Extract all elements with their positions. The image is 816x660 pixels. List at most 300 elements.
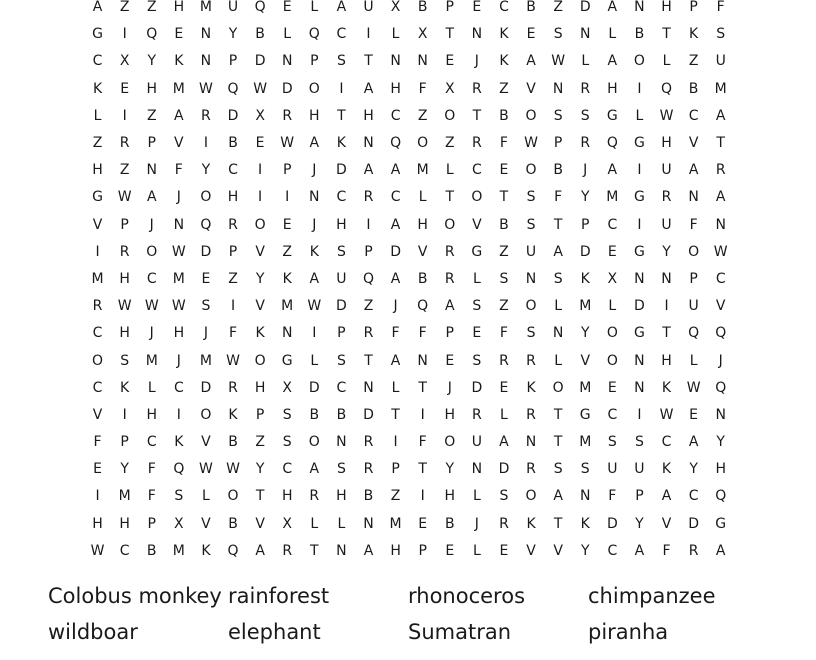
- grid-letter: F: [499, 325, 508, 342]
- grid-letter: R: [526, 461, 536, 478]
- grid-letter: N: [173, 216, 185, 233]
- grid-letter: C: [282, 461, 293, 478]
- grid-letter: N: [634, 379, 645, 396]
- grid-letter: A: [715, 189, 726, 206]
- grid-letter: Z: [553, 0, 563, 16]
- grid-letter: J: [583, 162, 588, 179]
- grid-letter: D: [200, 243, 212, 260]
- grid-letter: K: [336, 135, 346, 152]
- grid-letter: H: [92, 162, 103, 179]
- grid-letter: X: [174, 515, 184, 532]
- grid-letter: O: [525, 488, 537, 505]
- grid-letter: O: [471, 189, 483, 206]
- grid-letter: Q: [200, 216, 212, 233]
- grid-letter: S: [553, 461, 563, 478]
- grid-letter: S: [553, 270, 563, 287]
- grid-letter: A: [444, 298, 455, 315]
- word-list-item: elephant: [228, 620, 321, 644]
- grid-letter: L: [472, 270, 481, 287]
- grid-letter: J: [176, 352, 181, 369]
- grid-letter: B: [255, 26, 265, 43]
- grid-letter: X: [390, 0, 401, 16]
- grid-letter: A: [363, 542, 374, 559]
- grid-letter: V: [526, 542, 536, 559]
- grid-letter: P: [120, 434, 129, 451]
- grid-letter: K: [580, 270, 590, 287]
- grid-letter: D: [688, 515, 699, 532]
- grid-letter: Y: [255, 270, 265, 287]
- grid-letter: X: [444, 80, 455, 97]
- grid-letter: Q: [390, 135, 402, 152]
- grid-letter: Z: [228, 270, 238, 287]
- grid-letter: P: [445, 0, 454, 16]
- grid-letter: K: [228, 406, 238, 423]
- grid-letter: V: [92, 216, 103, 233]
- grid-letter: G: [633, 189, 645, 206]
- grid-letter: O: [525, 162, 537, 179]
- grid-letter: O: [200, 189, 212, 206]
- grid-letter: Y: [716, 434, 725, 451]
- grid-letter: T: [445, 189, 455, 206]
- grid-letter: E: [282, 216, 292, 233]
- grid-letter: L: [608, 26, 617, 43]
- grid-letter: X: [417, 26, 428, 43]
- grid-row: [84, 402, 734, 429]
- grid-letter: I: [230, 298, 236, 315]
- grid-row: [84, 456, 734, 483]
- grid-letter: U: [336, 270, 347, 287]
- grid-letter: I: [637, 406, 642, 423]
- grid-letter: H: [715, 461, 726, 478]
- grid-letter: G: [281, 352, 293, 369]
- grid-letter: N: [552, 80, 564, 97]
- grid-letter: U: [688, 298, 699, 315]
- grid-letter: F: [147, 488, 156, 505]
- grid-letter: T: [337, 107, 346, 124]
- grid-letter: N: [336, 542, 347, 559]
- grid-letter: L: [472, 542, 481, 559]
- grid-letter: R: [201, 107, 211, 124]
- grid-letter: T: [472, 107, 482, 124]
- grid-letter: C: [92, 379, 103, 396]
- grid-letter: W: [659, 406, 674, 423]
- grid-letter: Z: [146, 107, 157, 124]
- grid-letter: B: [228, 434, 238, 451]
- grid-letter: O: [444, 107, 456, 124]
- grid-letter: H: [146, 80, 157, 97]
- grid-letter: R: [661, 189, 672, 206]
- grid-letter: S: [336, 352, 346, 369]
- grid-letter: X: [119, 53, 130, 70]
- word-list-item: wildboar: [48, 620, 138, 644]
- grid-letter: R: [119, 243, 130, 260]
- word-list-item: piranha: [588, 620, 669, 644]
- grid-letter: G: [633, 135, 645, 152]
- grid-letter: K: [201, 542, 211, 559]
- grid-letter: E: [445, 352, 455, 369]
- grid-letter: V: [201, 515, 211, 532]
- grid-letter: R: [363, 189, 374, 206]
- grid-letter: S: [472, 298, 482, 315]
- grid-letter: R: [363, 434, 374, 451]
- grid-letter: V: [255, 298, 265, 315]
- grid-letter: A: [688, 162, 699, 179]
- grid-letter: I: [122, 107, 127, 124]
- grid-row: [84, 239, 734, 266]
- grid-letter: T: [499, 189, 509, 206]
- grid-letter: P: [689, 270, 698, 287]
- grid-letter: V: [255, 243, 265, 260]
- grid-letter: I: [122, 406, 127, 423]
- grid-letter: Z: [417, 107, 428, 124]
- grid-letter: R: [526, 406, 536, 423]
- grid-letter: W: [713, 243, 728, 260]
- grid-letter: B: [553, 162, 563, 179]
- grid-letter: A: [607, 162, 618, 179]
- grid-letter: C: [607, 406, 618, 423]
- grid-letter: R: [499, 515, 509, 532]
- grid-letter: Y: [147, 53, 157, 70]
- grid-letter: C: [390, 189, 401, 206]
- grid-letter: R: [363, 461, 374, 478]
- grid-letter: O: [417, 135, 429, 152]
- word-list-item: Colobus monkey: [48, 584, 222, 608]
- grid-letter: G: [633, 243, 645, 260]
- grid-letter: I: [420, 406, 425, 423]
- grid-letter: P: [310, 53, 319, 70]
- grid-letter: B: [499, 216, 509, 233]
- grid-letter: G: [606, 107, 618, 124]
- grid-letter: H: [173, 0, 185, 16]
- grid-letter: H: [363, 107, 374, 124]
- grid-letter: M: [172, 542, 185, 559]
- grid-letter: X: [282, 515, 292, 532]
- grid-letter: I: [258, 162, 263, 179]
- grid-letter: E: [120, 80, 130, 97]
- grid-letter: H: [607, 80, 618, 97]
- grid-letter: D: [281, 80, 293, 97]
- grid-letter: W: [253, 80, 268, 97]
- grid-letter: D: [200, 379, 212, 396]
- grid-letter: D: [308, 379, 320, 396]
- grid-letter: K: [499, 53, 509, 70]
- grid-letter: C: [607, 542, 618, 559]
- grid-letter: D: [336, 298, 347, 315]
- grid-letter: U: [634, 461, 645, 478]
- grid-letter: B: [309, 406, 320, 423]
- grid-letter: H: [661, 135, 672, 152]
- grid-letter: S: [526, 216, 536, 233]
- grid-letter: B: [526, 0, 536, 16]
- grid-letter: A: [92, 0, 103, 16]
- grid-row: [84, 293, 734, 320]
- grid-letter: L: [147, 379, 156, 396]
- grid-letter: F: [174, 162, 183, 179]
- grid-letter: A: [634, 542, 645, 559]
- grid-letter: K: [120, 379, 130, 396]
- grid-letter: J: [393, 298, 398, 315]
- grid-letter: T: [255, 488, 265, 505]
- grid-letter: J: [149, 325, 154, 342]
- grid-letter: M: [199, 352, 212, 369]
- grid-letter: Q: [308, 26, 320, 43]
- grid-letter: P: [635, 488, 644, 505]
- grid-letter: Z: [444, 135, 455, 152]
- grid-letter: M: [714, 80, 727, 97]
- grid-letter: I: [637, 162, 642, 179]
- grid-letter: Z: [390, 488, 401, 505]
- grid-letter: N: [363, 135, 374, 152]
- grid-letter: P: [581, 216, 590, 233]
- grid-letter: I: [637, 80, 642, 97]
- grid-letter: E: [93, 461, 102, 478]
- grid-letter: A: [363, 162, 374, 179]
- grid-letter: D: [227, 107, 239, 124]
- grid-letter: E: [174, 26, 184, 43]
- grid-letter: Y: [201, 162, 211, 179]
- grid-letter: R: [471, 406, 482, 423]
- grid-letter: W: [117, 298, 132, 315]
- grid-letter: C: [336, 26, 347, 43]
- grid-letter: H: [254, 379, 266, 396]
- grid-letter: S: [120, 352, 130, 369]
- grid-row: [84, 429, 734, 456]
- grid-letter: N: [471, 26, 483, 43]
- grid-letter: L: [337, 515, 346, 532]
- grid-letter: H: [417, 216, 428, 233]
- grid-letter: D: [363, 406, 374, 423]
- grid-letter: A: [146, 189, 157, 206]
- grid-letter: N: [634, 270, 645, 287]
- grid-letter: O: [552, 379, 564, 396]
- grid-letter: Z: [499, 298, 509, 315]
- grid-letter: E: [607, 243, 617, 260]
- grid-letter: H: [390, 80, 401, 97]
- grid-letter: T: [716, 135, 725, 152]
- grid-letter: O: [200, 406, 212, 423]
- grid-letter: T: [553, 434, 563, 451]
- grid-letter: S: [336, 53, 346, 70]
- grid-letter: Q: [715, 325, 727, 342]
- grid-letter: E: [499, 379, 509, 396]
- grid-letter: L: [391, 26, 400, 43]
- grid-letter: C: [607, 216, 618, 233]
- grid-letter: I: [95, 488, 100, 505]
- grid-letter: P: [255, 406, 265, 423]
- grid-letter: A: [607, 53, 618, 70]
- grid-letter: U: [471, 434, 482, 451]
- grid-letter: W: [524, 135, 538, 152]
- grid-letter: C: [146, 434, 157, 451]
- grid-letter: O: [525, 107, 537, 124]
- grid-letter: R: [444, 270, 455, 287]
- grid-letter: Y: [662, 243, 671, 260]
- grid-letter: N: [281, 325, 293, 342]
- word-list-item: rhonoceros: [408, 584, 526, 608]
- grid-letter: Y: [228, 26, 238, 43]
- grid-letter: C: [336, 189, 347, 206]
- grid-letter: E: [499, 162, 509, 179]
- grid-letter: A: [255, 542, 265, 559]
- grid-letter: F: [228, 325, 238, 342]
- grid-letter: H: [661, 352, 672, 369]
- grid-letter: L: [608, 298, 617, 315]
- grid-letter: H: [173, 325, 185, 342]
- grid-letter: I: [312, 325, 317, 342]
- grid-letter: Q: [606, 135, 618, 152]
- grid-letter: A: [309, 135, 320, 152]
- grid-letter: U: [363, 0, 374, 16]
- grid-row: [84, 76, 734, 103]
- grid-row: [84, 266, 734, 293]
- grid-letter: D: [606, 515, 618, 532]
- grid-letter: C: [688, 488, 699, 505]
- grid-letter: P: [364, 243, 373, 260]
- grid-letter: C: [715, 270, 726, 287]
- grid-letter: N: [309, 189, 320, 206]
- grid-letter: H: [390, 542, 401, 559]
- grid-letter: Y: [445, 461, 455, 478]
- grid-letter: W: [226, 352, 240, 369]
- grid-letter: L: [391, 379, 400, 396]
- grid-letter: W: [659, 107, 674, 124]
- grid-letter: I: [95, 243, 100, 260]
- grid-letter: N: [552, 325, 564, 342]
- grid-letter: V: [688, 135, 699, 152]
- grid-letter: U: [607, 461, 618, 478]
- grid-row: [84, 184, 734, 211]
- grid-letter: T: [418, 461, 427, 478]
- grid-letter: R: [282, 542, 293, 559]
- grid-letter: K: [526, 379, 536, 396]
- grid-letter: R: [309, 488, 320, 505]
- grid-letter: C: [92, 325, 103, 342]
- grid-letter: M: [172, 270, 185, 287]
- grid-letter: L: [635, 107, 644, 124]
- grid-letter: Q: [227, 542, 239, 559]
- grid-letter: J: [447, 379, 452, 396]
- grid-letter: S: [174, 488, 184, 505]
- grid-letter: L: [662, 53, 671, 70]
- grid-letter: R: [444, 243, 455, 260]
- grid-letter: Z: [119, 0, 130, 16]
- grid-letter: D: [336, 162, 347, 179]
- grid-letter: C: [173, 379, 184, 396]
- grid-letter: E: [201, 270, 211, 287]
- grid-letter: N: [634, 352, 645, 369]
- grid-letter: J: [474, 515, 479, 532]
- grid-letter: P: [418, 542, 427, 559]
- grid-letter: D: [579, 0, 591, 16]
- grid-letter: J: [312, 216, 317, 233]
- grid-letter: C: [146, 270, 157, 287]
- grid-letter: A: [553, 243, 563, 260]
- grid-letter: E: [689, 406, 699, 423]
- grid-letter: M: [579, 298, 592, 315]
- grid-letter: M: [91, 270, 104, 287]
- grid-letter: A: [688, 434, 699, 451]
- grid-letter: A: [336, 0, 347, 16]
- grid-letter: W: [307, 298, 322, 315]
- grid-letter: B: [417, 270, 428, 287]
- grid-letter: M: [579, 434, 592, 451]
- grid-letter: K: [282, 270, 292, 287]
- grid-letter: M: [145, 352, 158, 369]
- grid-letter: O: [254, 216, 266, 233]
- grid-letter: C: [92, 53, 103, 70]
- grid-letter: O: [254, 352, 266, 369]
- grid-letter: Z: [688, 53, 699, 70]
- grid-letter: T: [364, 352, 373, 369]
- grid-letter: L: [472, 488, 481, 505]
- grid-letter: W: [199, 80, 213, 97]
- grid-letter: S: [607, 434, 617, 451]
- grid-row: [84, 48, 734, 75]
- grid-letter: R: [580, 135, 591, 152]
- grid-letter: F: [689, 216, 698, 233]
- grid-letter: B: [228, 135, 238, 152]
- grid-letter: T: [364, 53, 373, 70]
- grid-letter: W: [171, 298, 186, 315]
- grid-letter: H: [92, 515, 103, 532]
- grid-letter: Q: [417, 298, 429, 315]
- word-list: [48, 582, 808, 646]
- grid-letter: N: [417, 352, 428, 369]
- grid-letter: B: [417, 0, 428, 16]
- grid-letter: K: [526, 515, 536, 532]
- grid-letter: Q: [688, 325, 700, 342]
- grid-letter: E: [526, 26, 536, 43]
- grid-letter: H: [336, 488, 347, 505]
- grid-letter: P: [282, 162, 292, 179]
- grid-row: [84, 103, 734, 130]
- grid-letter: N: [634, 0, 645, 16]
- grid-letter: Y: [120, 461, 129, 478]
- grid-letter: A: [390, 162, 401, 179]
- grid-letter: H: [119, 270, 130, 287]
- grid-letter: D: [579, 243, 591, 260]
- grid-letter: P: [228, 243, 238, 260]
- grid-letter: C: [228, 162, 238, 179]
- grid-letter: H: [444, 406, 456, 423]
- grid-letter: A: [661, 488, 672, 505]
- grid-letter: P: [391, 461, 400, 478]
- grid-letter: N: [715, 216, 726, 233]
- grid-letter: K: [255, 325, 265, 342]
- grid-letter: N: [146, 162, 157, 179]
- grid-letter: M: [389, 515, 402, 532]
- grid-letter: L: [310, 515, 319, 532]
- grid-letter: P: [553, 135, 563, 152]
- grid-letter: D: [498, 461, 510, 478]
- grid-letter: X: [607, 270, 618, 287]
- grid-letter: V: [661, 515, 672, 532]
- grid-letter: P: [147, 515, 156, 532]
- grid-letter: Q: [661, 80, 673, 97]
- grid-letter: R: [92, 298, 103, 315]
- grid-letter: D: [634, 298, 645, 315]
- grid-letter: N: [579, 488, 591, 505]
- grid-letter: R: [228, 216, 238, 233]
- grid-letter: W: [171, 243, 186, 260]
- grid-letter: N: [525, 270, 537, 287]
- grid-letter: E: [472, 325, 482, 342]
- grid-letter: Z: [282, 243, 292, 260]
- grid-letter: P: [445, 325, 454, 342]
- grid-letter: K: [499, 26, 509, 43]
- grid-letter: V: [201, 434, 211, 451]
- grid-row: [84, 511, 734, 538]
